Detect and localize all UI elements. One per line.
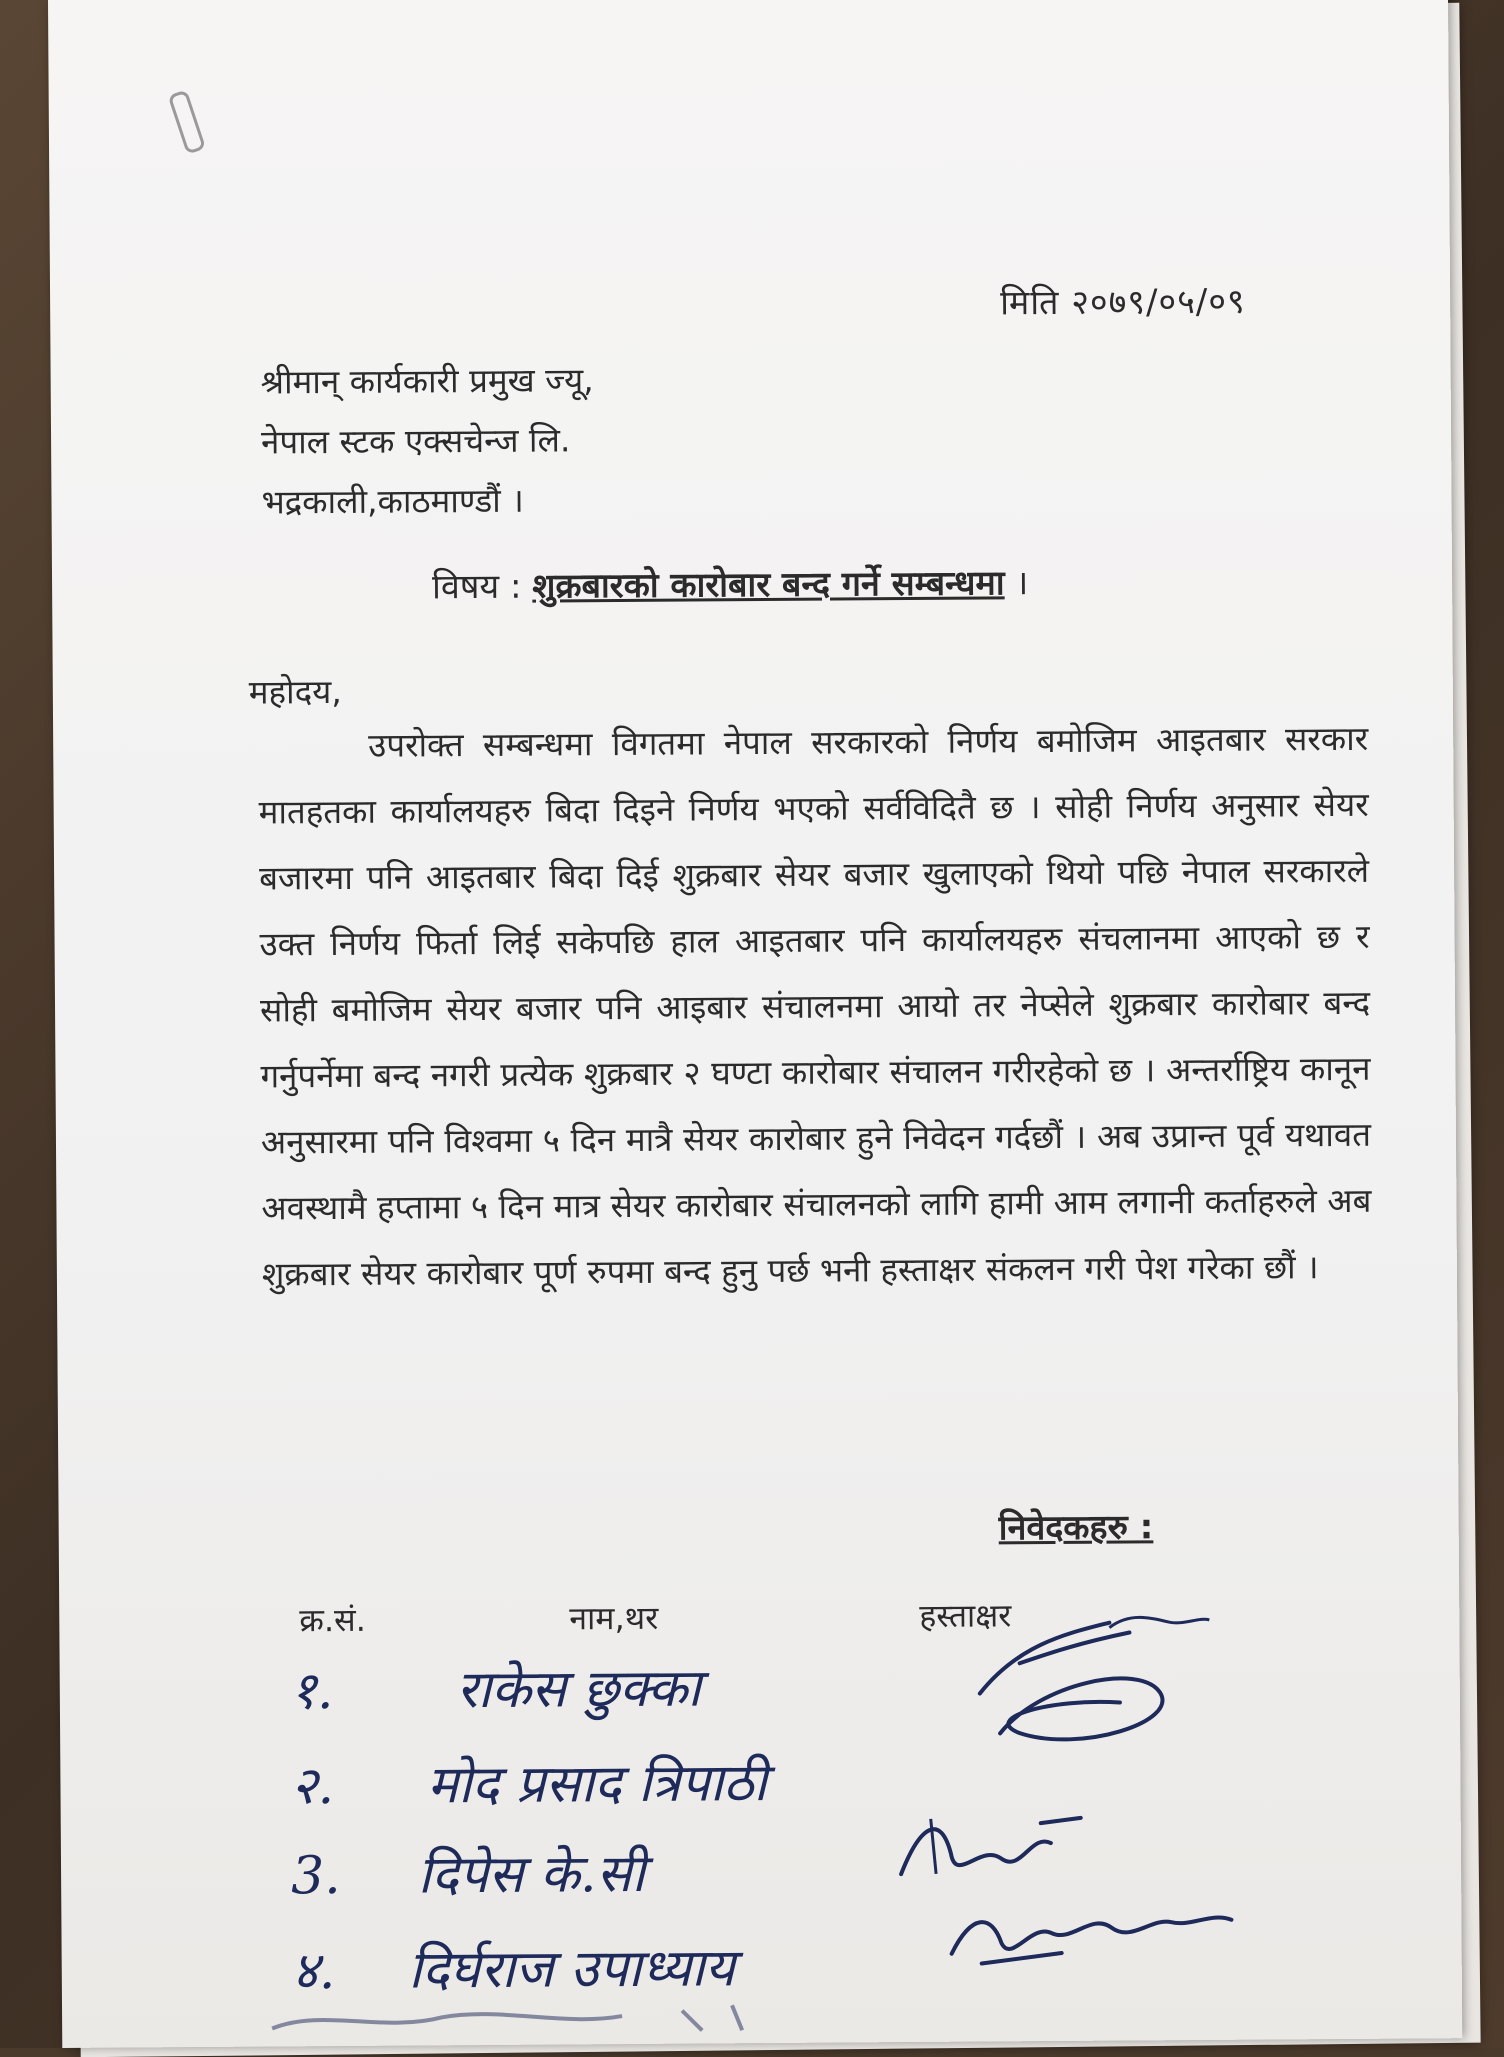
signature-1-icon — [959, 1602, 1220, 1764]
signatory-row — [290, 1745, 767, 1819]
salutation: महोदय, — [248, 671, 342, 712]
signatory-name: दिर्घराज उपाध्याय — [408, 1938, 736, 2001]
letter-body — [258, 706, 1372, 1308]
signatory-name: राकेस छुक्का — [456, 1658, 702, 1721]
addressee-line-2: नेपाल स्टक एक्सचेन्ज लि. — [260, 420, 571, 462]
signatory-number: ४. — [291, 1941, 336, 2002]
signature-3-icon — [891, 1803, 1102, 1894]
signatory-number: १. — [289, 1661, 334, 1722]
subject-line — [432, 558, 1028, 608]
signatory-name: मोद प्रसाद त्रिपाठी — [426, 1753, 768, 1816]
subject-suffix: । — [1015, 563, 1029, 604]
signatory-number: 3. — [290, 1846, 341, 1907]
subject-text: शुक्रबारको कारोबार बन्द गर्ने सम्बन्धमा — [532, 563, 1005, 607]
faded-signatory-row — [262, 1994, 862, 2038]
signatory-name: दिपेस के.सी — [417, 1843, 646, 1906]
addressee-line-3: भद्रकाली,काठमाण्डौं । — [261, 480, 524, 522]
subject-prefix: विषय : — [431, 566, 522, 608]
addressee-line-1: श्रीमान् कार्यकारी प्रमुख ज्यू, — [260, 360, 594, 402]
letter-date: मिति २०७९/०५/०९ — [1000, 281, 1246, 324]
letter-body-text: उपरोक्त सम्बन्धमा विगतमा नेपाल सरकारको निर्णय बमोजिम आइतबार सरकार मातहतका कार्यालयहरु बिदा दिइने निर्णय भएको सर्वविदितै छ । सोही निर्णय अनुसार सेयर बजारमा पनि आइतबार बिदा दिई शुक्रबार सेयर बजार खुलाएको थियो पछि नेपाल सरकारले उक्त निर्णय फिर्ता लिई सकेपछि हाल आइतबार पनि कार्यालयहरु संचलानमा आएको छ र सोही बमोजिम सेयर बजार पनि आइबार संचालनमा आयो तर नेप्सेले शुक्रबार कारोबार बन्द गर्नुपर्नेमा बन्द नगरी प्रत्येक शुक्रबार २ घण्टा कारोबार संचालन गरीरहेको छ । अन्तर्राष्ट्रिय कानून अनुसारमा पनि विश्वमा ५ दिन मात्रै सेयर कारोबार हुने निवेदन गर्दछौं । अब उप्रान्त पूर्व यथावत अवस्थामै हप्तामा ५ दिन मात्र सेयर कारोबार संचालनको लागि हामी आम लगानी कर्ताहरुले अब शुक्रबार सेयर कारोबार पूर्ण रुपमा बन्द हुनु पर्छ भनी हस्ताक्षर संकलन गरी पेश गरेका छौं । — [258, 718, 1372, 1294]
column-signature: हस्ताक्षर — [919, 1596, 1012, 1635]
column-name: नाम,थर — [569, 1598, 659, 1638]
letter-page — [48, 0, 1462, 2048]
applicants-heading: निवेदकहरु : — [998, 1507, 1154, 1549]
signatory-row — [292, 1930, 736, 2004]
signatory-row — [290, 1650, 702, 1724]
signatory-row — [291, 1836, 645, 1909]
signatory-number: २. — [290, 1756, 335, 1817]
signature-4-icon — [941, 1892, 1242, 1974]
staple-icon — [168, 89, 207, 154]
column-serial: क्र.सं. — [299, 1600, 367, 1640]
